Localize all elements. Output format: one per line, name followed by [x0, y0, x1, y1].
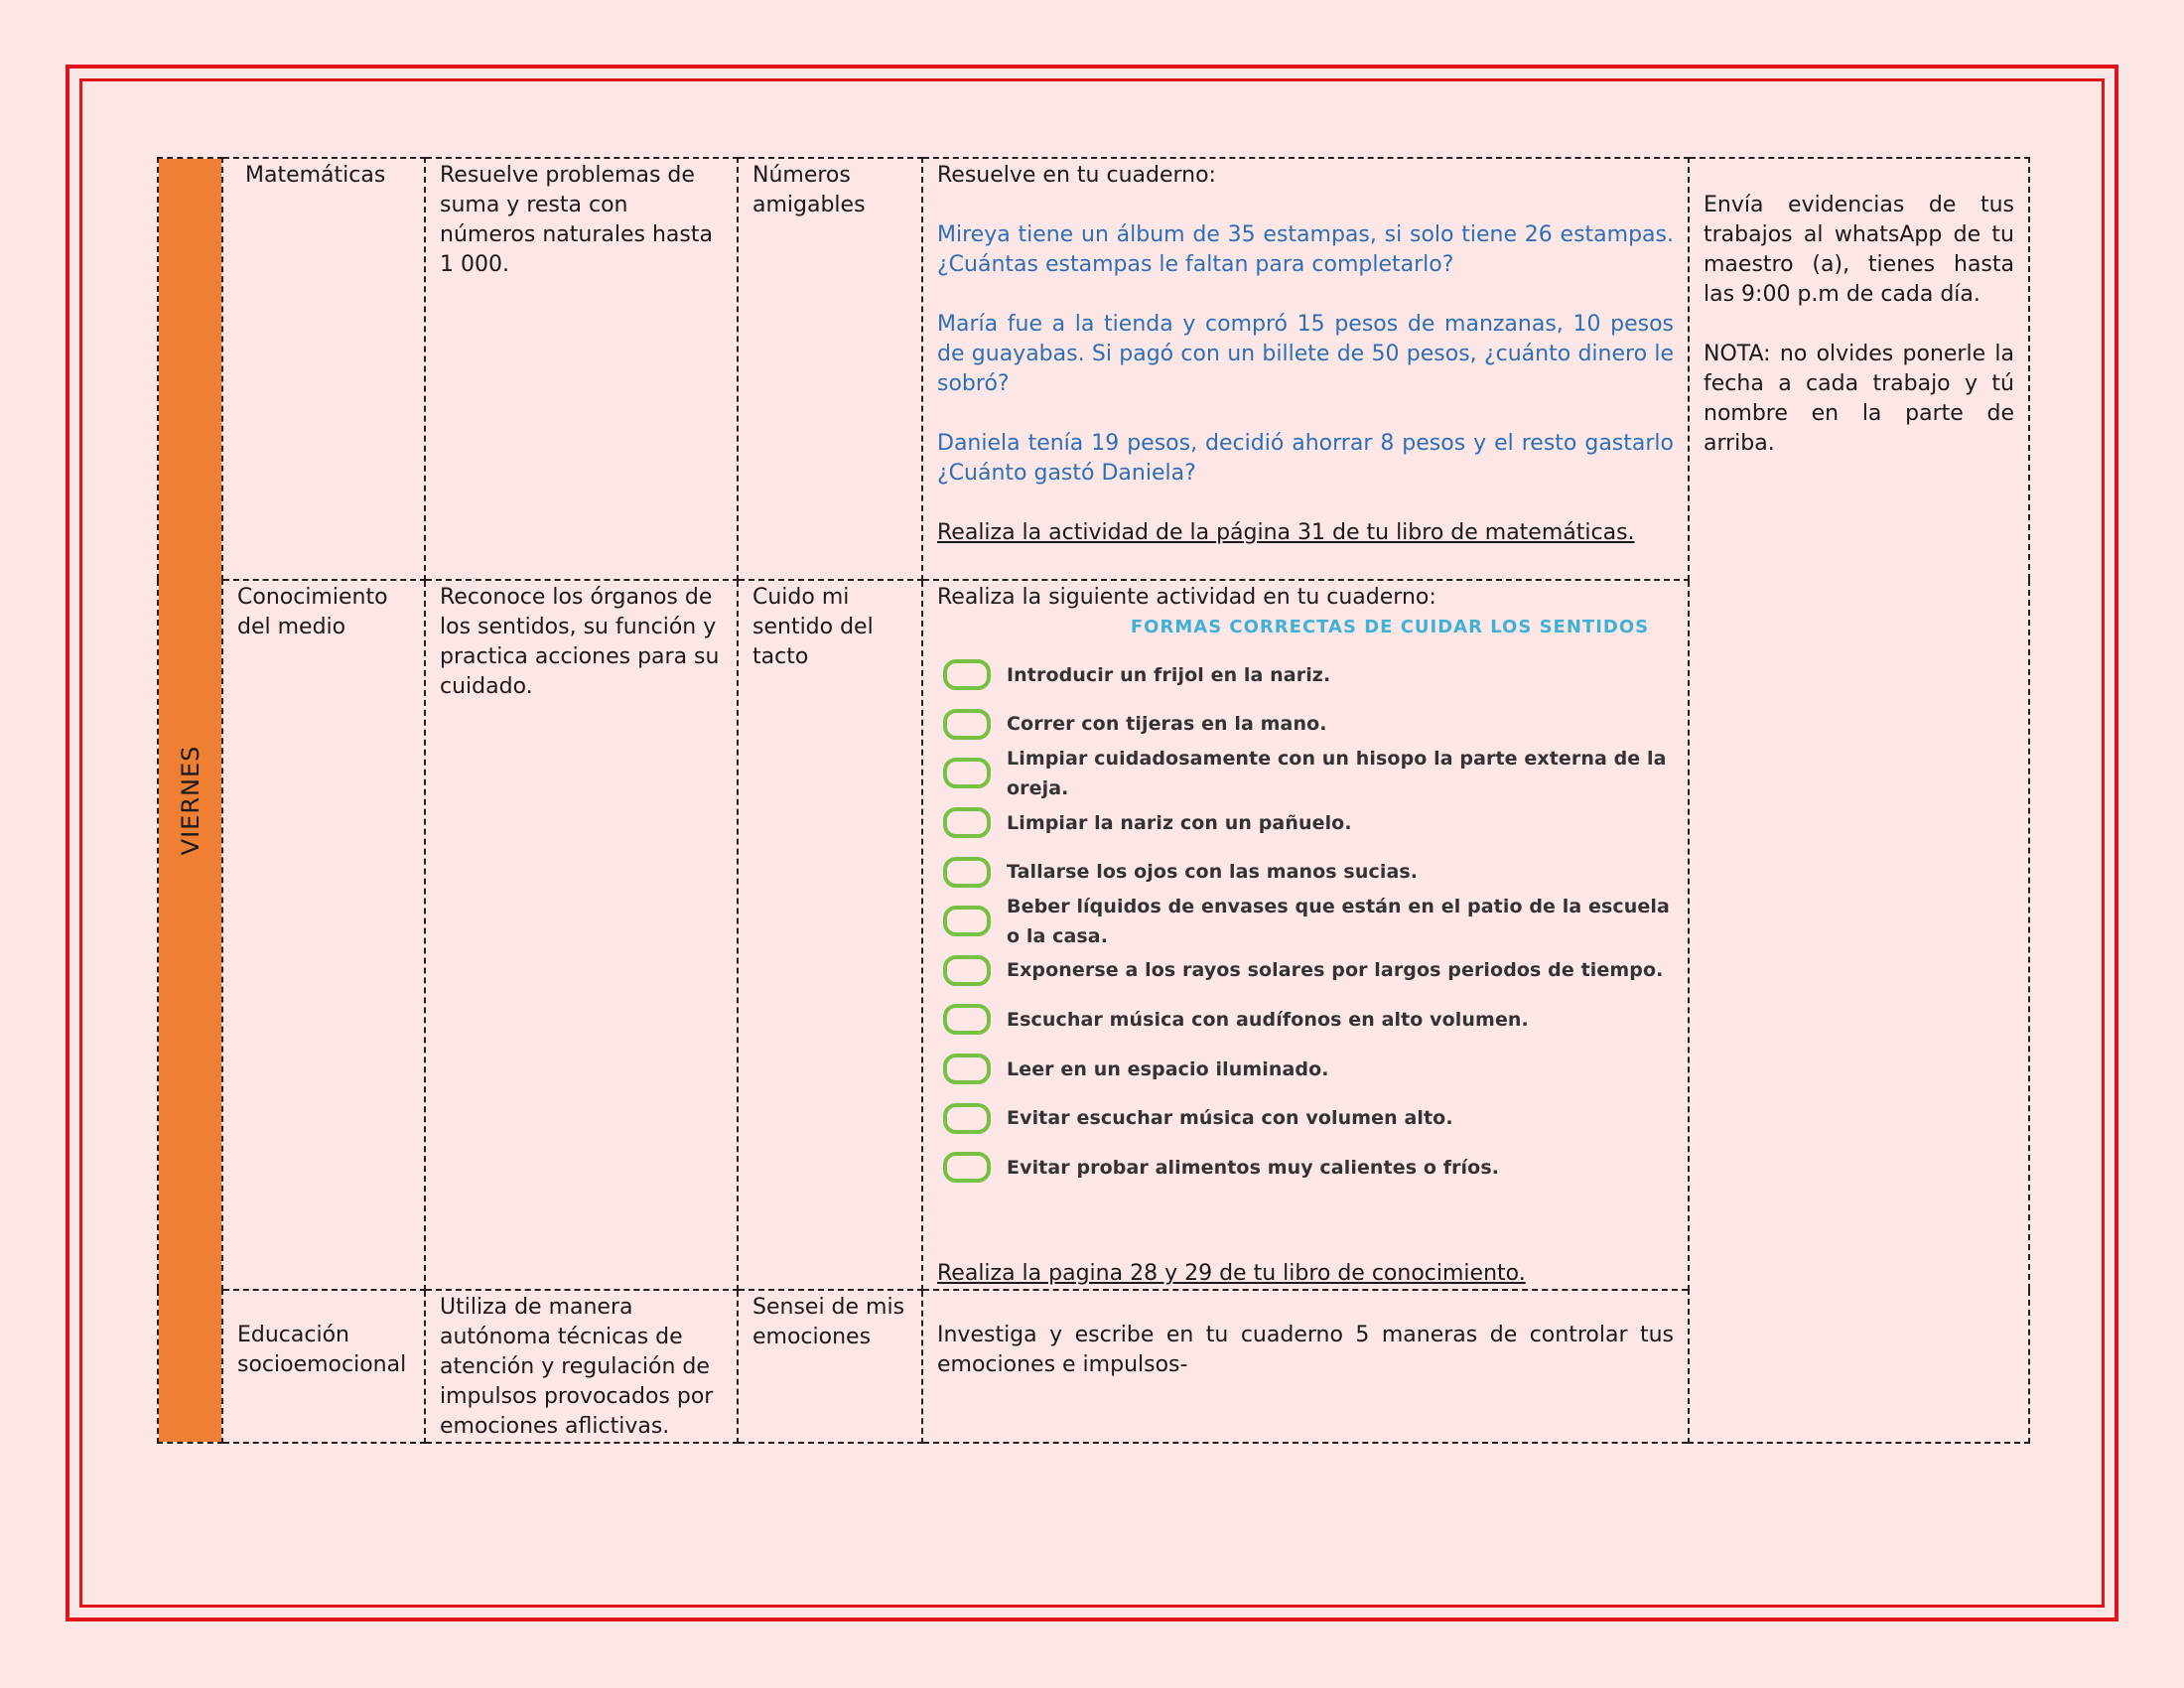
subject-label: Conocimiento del medio [237, 585, 388, 639]
checklist-item [937, 897, 1674, 946]
checklist-item-label: Correr con tijeras en la mano. [1007, 713, 1327, 736]
subject-cell [222, 158, 425, 580]
checklist-item-label: Introducir un frijol en la nariz. [1007, 663, 1331, 686]
topic-text: Cuido mi sentido del tacto [752, 585, 874, 669]
checklist-item-label: Exponerse a los rayos solares por largos periodos de tiempo. [1007, 959, 1664, 982]
checklist-item [937, 650, 1674, 700]
checklist-item [937, 995, 1674, 1045]
checklist-item-label: Evitar escuchar música con volumen alto. [1007, 1107, 1453, 1130]
learning-cell [425, 158, 738, 580]
activity-cell [922, 158, 1689, 580]
checkbox[interactable] [943, 659, 991, 690]
worksheet-title: FORMAS CORRECTAS DE CUIDAR LOS SENTIDOS [1130, 617, 1650, 637]
checklist-item [937, 749, 1674, 798]
checklist-item-label: Escuchar música con audífonos en alto volumen. [1007, 1008, 1529, 1031]
checklist-item [937, 946, 1674, 996]
learning-text: Utiliza de manera autónoma técnicas de atención y regulación de impulsos provocados por emociones aflictivas. [440, 1295, 714, 1439]
activity-text: Investiga y escribe en tu cuaderno 5 maneras de controlar tus emociones e impulsos- [937, 1323, 1674, 1377]
problem-text: María fue a la tienda y compró 15 pesos de manzanas, 10 pesos de guayabas. Si pagó con un billete de 50 pesos, ¿cuánto dinero le sobró? [937, 312, 1674, 396]
evidence-text: Envía evidencias de tus trabajos al whatsApp de tu maestro (a), tienes hasta las 9:00 p.m de cada día. [1704, 193, 2014, 307]
day-column [158, 158, 222, 1443]
checkbox[interactable] [943, 1054, 991, 1084]
checklist-item [937, 700, 1674, 750]
checkbox[interactable] [943, 906, 991, 936]
problem-text: Daniela tenía 19 pesos, decidió ahorrar 8 pesos y el resto gastarlo ¿Cuánto gastó Daniela? [937, 431, 1674, 486]
note-text: NOTA: no olvides ponerle la fecha a cada trabajo y tú nombre en la parte de arriba. [1704, 342, 2014, 456]
learning-cell [425, 1290, 738, 1443]
topic-cell [738, 1290, 922, 1443]
checklist-item [937, 798, 1674, 848]
checklist-item [937, 1093, 1674, 1143]
checkbox[interactable] [943, 955, 991, 986]
checklist-item [937, 1045, 1674, 1094]
activity-cell [922, 1290, 1689, 1443]
evidence-cell [1689, 158, 2029, 1443]
checklist-item-label: Evitar probar alimentos muy calientes o fríos. [1007, 1156, 1500, 1179]
topic-text: Sensei de mis emociones [752, 1295, 905, 1349]
learning-text: Reconoce los órganos de los sentidos, su función y practica acciones para su cuidado. [440, 585, 720, 699]
topic-cell [738, 580, 922, 1290]
checklist-item-label: Limpiar la nariz con un pañuelo. [1007, 811, 1352, 834]
learning-text: Resuelve problemas de suma y resta con números naturales hasta 1 000. [440, 163, 713, 277]
topic-cell [738, 158, 922, 580]
learning-cell [425, 580, 738, 1290]
checklist-item-label: Limpiar cuidadosamente con un hisopo la parte externa de la oreja. [1007, 747, 1667, 799]
checkbox[interactable] [943, 807, 991, 838]
table-row [158, 158, 2029, 580]
checkbox[interactable] [943, 857, 991, 888]
subject-label: Educación socioemocional [237, 1323, 407, 1377]
topic-text: Números amigables [752, 163, 866, 217]
checkbox[interactable] [943, 1004, 991, 1035]
book-task: Realiza la pagina 28 y 29 de tu libro de conocimiento. [937, 1261, 1526, 1286]
book-task: Realiza la actividad de la página 31 de tu libro de matemáticas. [937, 520, 1635, 545]
checkbox[interactable] [943, 709, 991, 740]
activity-cell [922, 580, 1689, 1290]
checklist-item-label: Leer en un espacio iluminado. [1007, 1057, 1329, 1080]
checklist-item [937, 847, 1674, 897]
activity-intro: Resuelve en tu cuaderno: [937, 163, 1216, 188]
lesson-plan-table [157, 157, 2030, 1444]
checklist-item [937, 1143, 1674, 1193]
checklist [937, 650, 1674, 1193]
subject-label: Matemáticas [245, 163, 386, 188]
subject-cell [222, 580, 425, 1290]
day-label: VIERNES [176, 745, 205, 856]
checkbox[interactable] [943, 758, 991, 788]
subject-cell [222, 1290, 425, 1443]
checklist-item-label: Beber líquidos de envases que están en el patio de la escuela o la casa. [1007, 895, 1670, 947]
activity-intro: Realiza la siguiente actividad en tu cuaderno: [937, 585, 1436, 610]
checkbox[interactable] [943, 1103, 991, 1134]
checklist-item-label: Tallarse los ojos con las manos sucias. [1007, 861, 1419, 884]
checkbox[interactable] [943, 1152, 991, 1183]
problem-text: Mireya tiene un álbum de 35 estampas, si solo tiene 26 estampas. ¿Cuántas estampas le faltan para completarlo? [937, 222, 1674, 277]
